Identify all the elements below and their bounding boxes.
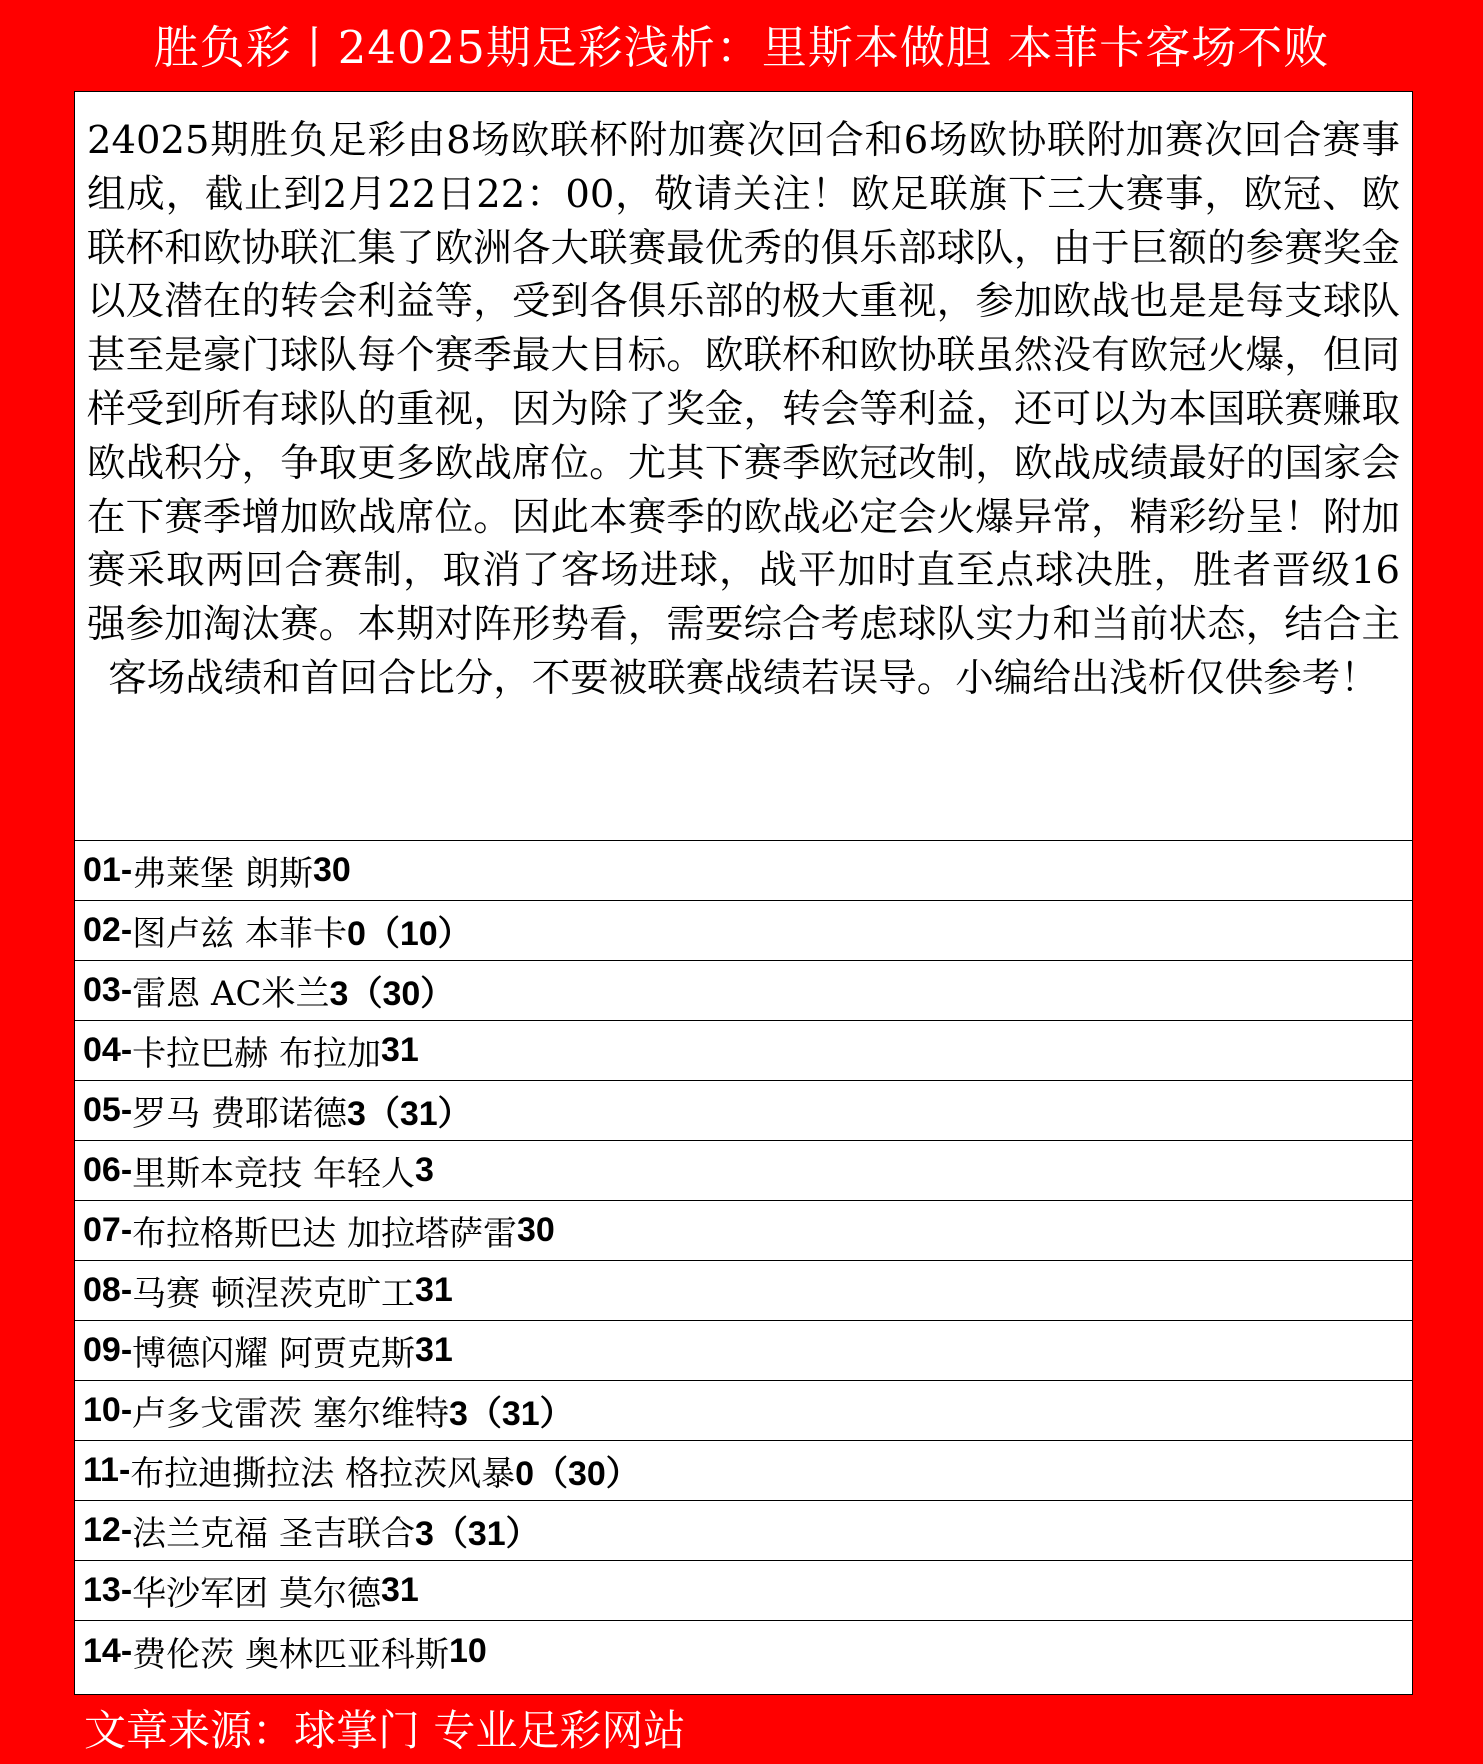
match-row-11	[75, 1441, 1412, 1501]
match-pick: 3	[414, 1151, 434, 1189]
match-number: 12-	[83, 1511, 133, 1549]
match-row-10	[75, 1381, 1412, 1441]
match-pick: 31	[380, 1031, 419, 1069]
match-row-12	[75, 1501, 1412, 1561]
match-teams: 法兰克福 圣吉联合	[132, 1514, 415, 1554]
match-number: 05-	[83, 1091, 133, 1129]
match-number: 14-	[83, 1631, 133, 1670]
match-pick: 0（10）	[346, 915, 472, 953]
match-list	[75, 840, 1412, 1681]
match-number: 11-	[83, 1451, 131, 1489]
content-panel	[74, 91, 1413, 1695]
match-pick: 3（30）	[329, 975, 455, 1013]
match-row-08	[75, 1261, 1412, 1321]
match-pick: 3（31）	[448, 1395, 574, 1433]
match-pick: 3（31）	[414, 1515, 540, 1553]
match-pick: 3（31）	[346, 1095, 472, 1133]
match-number: 01-	[83, 851, 133, 889]
match-number: 02-	[83, 911, 133, 949]
match-teams: 费伦茨 奥林匹亚科斯	[132, 1634, 449, 1675]
match-row-05	[75, 1081, 1412, 1141]
match-teams: 卡拉巴赫 布拉加	[132, 1034, 381, 1074]
match-teams: 布拉迪撕拉法 格拉茨风暴	[130, 1454, 516, 1494]
page-title: 胜负彩丨24025期足彩浅析：里斯本做胆 本菲卡客场不败	[153, 21, 1330, 74]
match-number: 06-	[83, 1151, 133, 1189]
match-row-04	[75, 1021, 1412, 1081]
match-row-06	[75, 1141, 1412, 1201]
match-row-07	[75, 1201, 1412, 1261]
match-number: 07-	[83, 1211, 133, 1249]
match-number: 13-	[83, 1571, 133, 1609]
match-teams: 图卢兹 本菲卡	[132, 914, 347, 954]
match-number: 03-	[83, 971, 133, 1009]
match-number: 08-	[83, 1271, 133, 1309]
match-teams: 里斯本竞技 年轻人	[132, 1154, 415, 1194]
match-teams: 雷恩 AC米兰	[132, 974, 330, 1014]
match-teams: 罗马 费耶诺德	[132, 1094, 347, 1134]
match-row-01	[75, 841, 1412, 901]
match-pick: 31	[414, 1331, 453, 1369]
match-teams: 华沙军团 莫尔德	[132, 1574, 381, 1614]
match-number: 10-	[83, 1391, 133, 1429]
match-teams: 博德闪耀 阿贾克斯	[132, 1334, 415, 1374]
match-row-14	[75, 1621, 1412, 1681]
match-teams: 布拉格斯巴达 加拉塔萨雷	[132, 1214, 517, 1254]
match-row-03	[75, 961, 1412, 1021]
match-row-09	[75, 1321, 1412, 1381]
match-pick: 0（30）	[515, 1455, 640, 1493]
match-pick: 31	[380, 1571, 419, 1609]
match-row-02	[75, 901, 1412, 961]
match-teams: 卢多戈雷茨 塞尔维特	[132, 1394, 449, 1434]
match-number: 09-	[83, 1331, 133, 1369]
match-row-13	[75, 1561, 1412, 1621]
match-pick: 31	[414, 1271, 453, 1309]
match-pick: 30	[312, 851, 351, 889]
match-teams: 弗莱堡 朗斯	[132, 854, 313, 894]
source-footer: 文章来源：球掌门 专业足彩网站	[84, 1706, 686, 1755]
match-number: 04-	[83, 1031, 133, 1069]
intro-paragraph: 24025期胜负足彩由8场欧联杯附加赛次回合和6场欧协联附加赛次回合赛事组成，截止到2月22日22：00，敬请关注！欧足联旗下三大赛事，欧冠、欧联杯和欧协联汇集了欧洲各大联赛最优秀的俱乐部球队，由于巨额的参赛奖金以及潜在的转会利益等，受到各俱乐部的极大重视，参加欧战也是是每支球队甚至是豪门球队每个赛季最大目标。欧联杯和欧协联虽然没有欧冠火爆，但同样受到所有球队的重视，因为除了奖金，转会等利益，还可以为本国联赛赚取欧战积分，争取更多欧战席位。尤其下赛季欧冠改制，欧战成绩最好的国家会在下赛季增加欧战席位。因此本赛季的欧战必定会火爆异常，精彩纷呈！附加赛采取两回合赛制，取消了客场进球，战平加时直至点球决胜，胜者晋级16强参加淘汰赛。本期对阵形势看，需要综合考虑球队实力和当前状态，结合主客场战绩和首回合比分，不要被联赛战绩若误导。小编给出浅析仅供参考！	[87, 118, 1400, 701]
match-pick: 30	[516, 1211, 555, 1249]
match-pick: 10	[448, 1631, 487, 1670]
match-teams: 马赛 顿涅茨克旷工	[132, 1274, 415, 1314]
